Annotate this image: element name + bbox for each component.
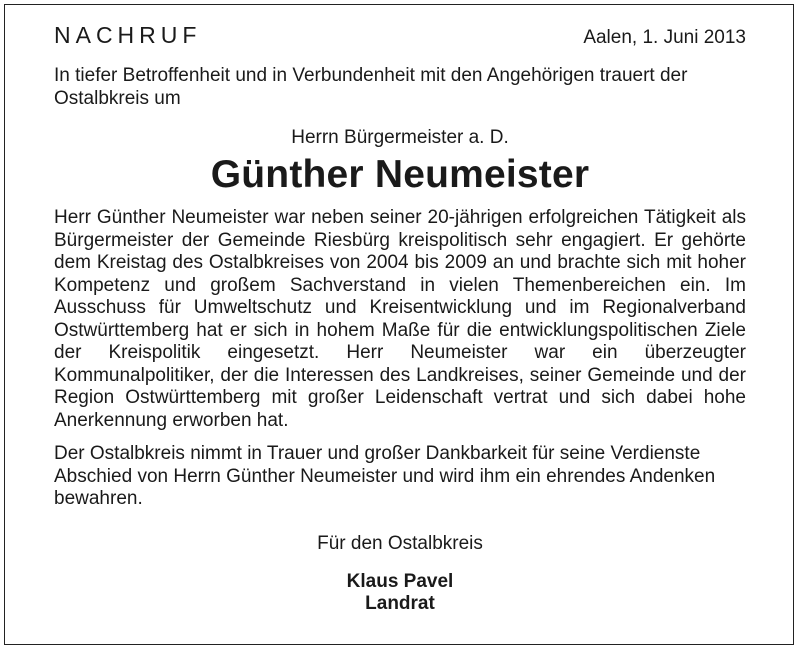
obituary-title: NACHRUF: [54, 22, 202, 48]
intro-text: In tiefer Betroffenheit und in Verbundenheit mit den Angehörigen trauert der Ostalbkreis um: [54, 65, 688, 109]
deceased-honorific: Herrn Bürgermeister a. D.: [291, 127, 509, 148]
signer-name: Klaus Pavel: [346, 570, 454, 592]
header-row: [54, 22, 746, 56]
obituary-content: [54, 22, 746, 615]
deceased-name: Günther Neumeister: [210, 153, 590, 196]
obituary-body: Herr Günther Neumeister war neben seiner 20-jährigen erfolgreichen Tätigkeit als Bürgermeister der Gemeinde Riesbürg kreispolitisch sehr engagiert. Er gehörte dem Kreistag des Ostalbkreises von 2004 bis 2009 an und brachte sich mit hoher Kompetenz und großem Sachverstand in vielen Themenbereichen ein. Im Ausschuss für Umweltschutz und Kreisentwicklung und im Regionalverband Ostwürttemberg hat er sich in hohem Maße für die entwicklungspolitischen Ziele der Kreispolitik eingesetzt. Herr Neumeister war ein überzeugter Kommunalpolitiker, der die Interessen des Landkreises, seiner Gemeinde und der Region Ostwürttemberg mit großer Leidenschaft vertrat und sich dabei hohe Anerkennung erworben hat.: [54, 207, 746, 431]
place-date: Aalen, 1. Juni 2013: [583, 27, 746, 48]
signer-title: Landrat: [365, 592, 435, 614]
signoff-line: Für den Ostalbkreis: [317, 532, 483, 554]
obituary-closing: Der Ostalbkreis nimmt in Trauer und großer Dankbarkeit für seine Verdienste Abschied von Herrn Günther Neumeister und wird ihm ein ehrendes Andenken bewahren.: [54, 443, 716, 509]
